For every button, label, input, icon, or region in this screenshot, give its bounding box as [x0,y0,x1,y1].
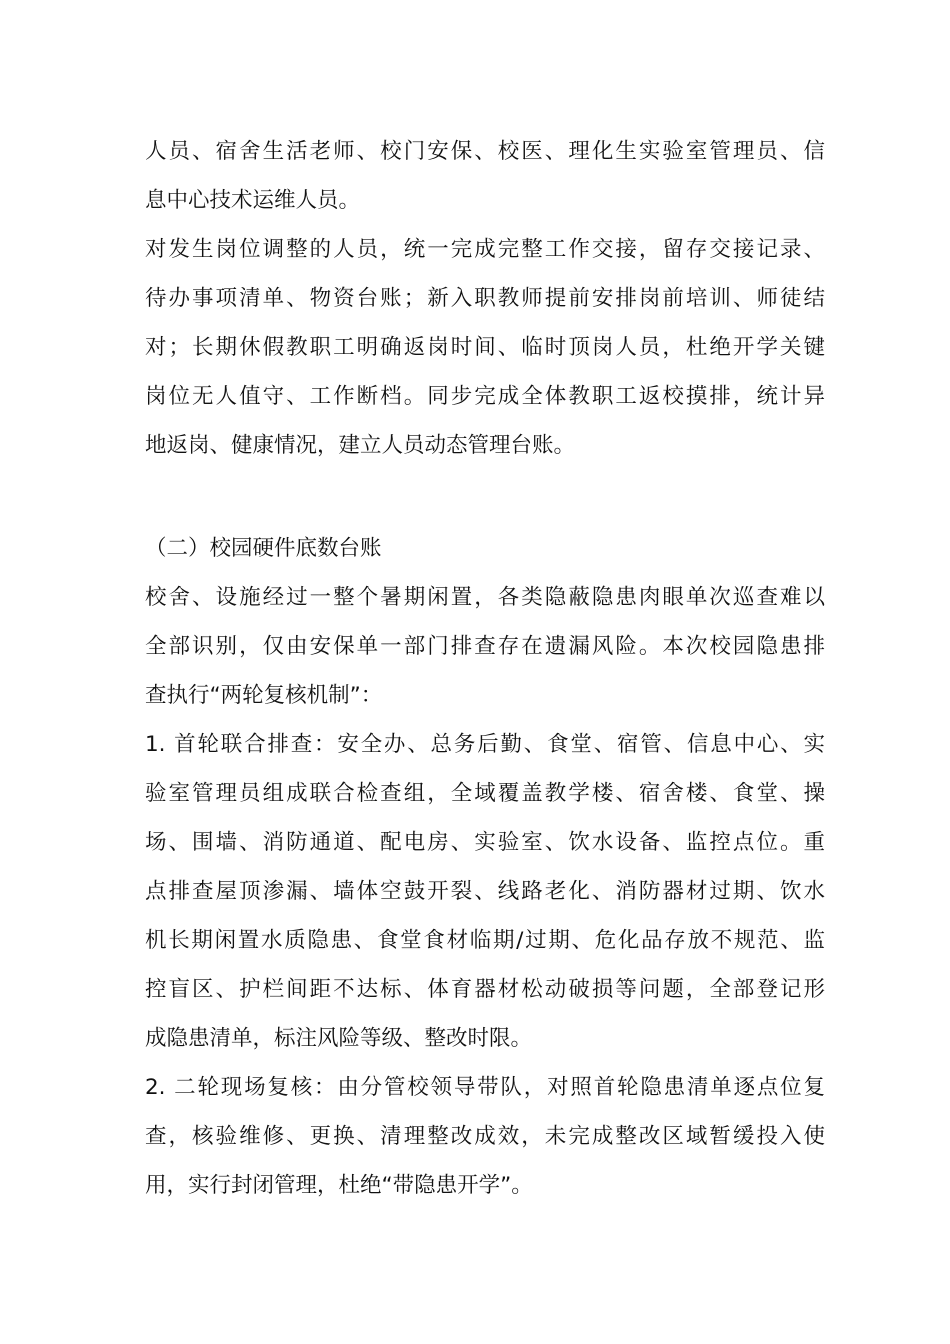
list-item-line: 点排查屋顶渗漏、墙体空鼓开裂、线路老化、消防器材过期、饮水 [145,879,825,904]
paragraph-line: 息中心技术运维人员。 [145,188,361,213]
list-item-line: 场、围墙、消防通道、配电房、实验室、饮水设备、监控点位。重 [145,830,825,855]
paragraph-line: 地返岗、健康情况，建立人员动态管理台账。 [145,433,576,458]
paragraph-line: 人员、宿舍生活老师、校门安保、校医、理化生实验室管理员、信 [145,139,825,164]
paragraph-line: 对发生岗位调整的人员，统一完成完整工作交接，留存交接记录、 [145,237,825,262]
list-item-line: 控盲区、护栏间距不达标、体育器材松动破损等问题，全部登记形 [145,977,825,1002]
paragraph-line: 查执行“两轮复核机制”： [145,683,383,708]
paragraph-line: 对；长期休假教职工明确返岗时间、临时顶岗人员，杜绝开学关键 [145,335,825,360]
list-item-line: 验室管理员组成联合检查组，全域覆盖教学楼、宿舍楼、食堂、操 [145,781,825,806]
paragraph-line: 岗位无人值守、工作断档。同步完成全体教职工返校摸排，统计异 [145,384,825,409]
list-item-line: 机长期闲置水质隐患、食堂食材临期/过期、危化品存放不规范、监 [145,928,825,953]
list-item-line: 1. 首轮联合排查：安全办、总务后勤、食堂、宿管、信息中心、实 [145,732,825,757]
list-item-line: 用，实行封闭管理，杜绝“带隐患开学”。 [145,1173,533,1198]
paragraph-line: 校舍、设施经过一整个暑期闲置，各类隐蔽隐患肉眼单次巡查难以 [145,585,825,610]
paragraph-line: 待办事项清单、物资台账；新入职教师提前安排岗前培训、师徒结 [145,286,825,311]
list-item-line: 2. 二轮现场复核：由分管校领导带队，对照首轮隐患清单逐点位复 [145,1075,825,1100]
list-item-line: 成隐患清单，标注风险等级、整改时限。 [145,1026,533,1051]
paragraph-line: 全部识别，仅由安保单一部门排查存在遗漏风险。本次校园隐患排 [145,634,825,659]
section-heading: （二）校园硬件底数台账 [145,536,382,561]
list-item-line: 查，核验维修、更换、清理整改成效，未完成整改区域暂缓投入使 [145,1124,825,1149]
